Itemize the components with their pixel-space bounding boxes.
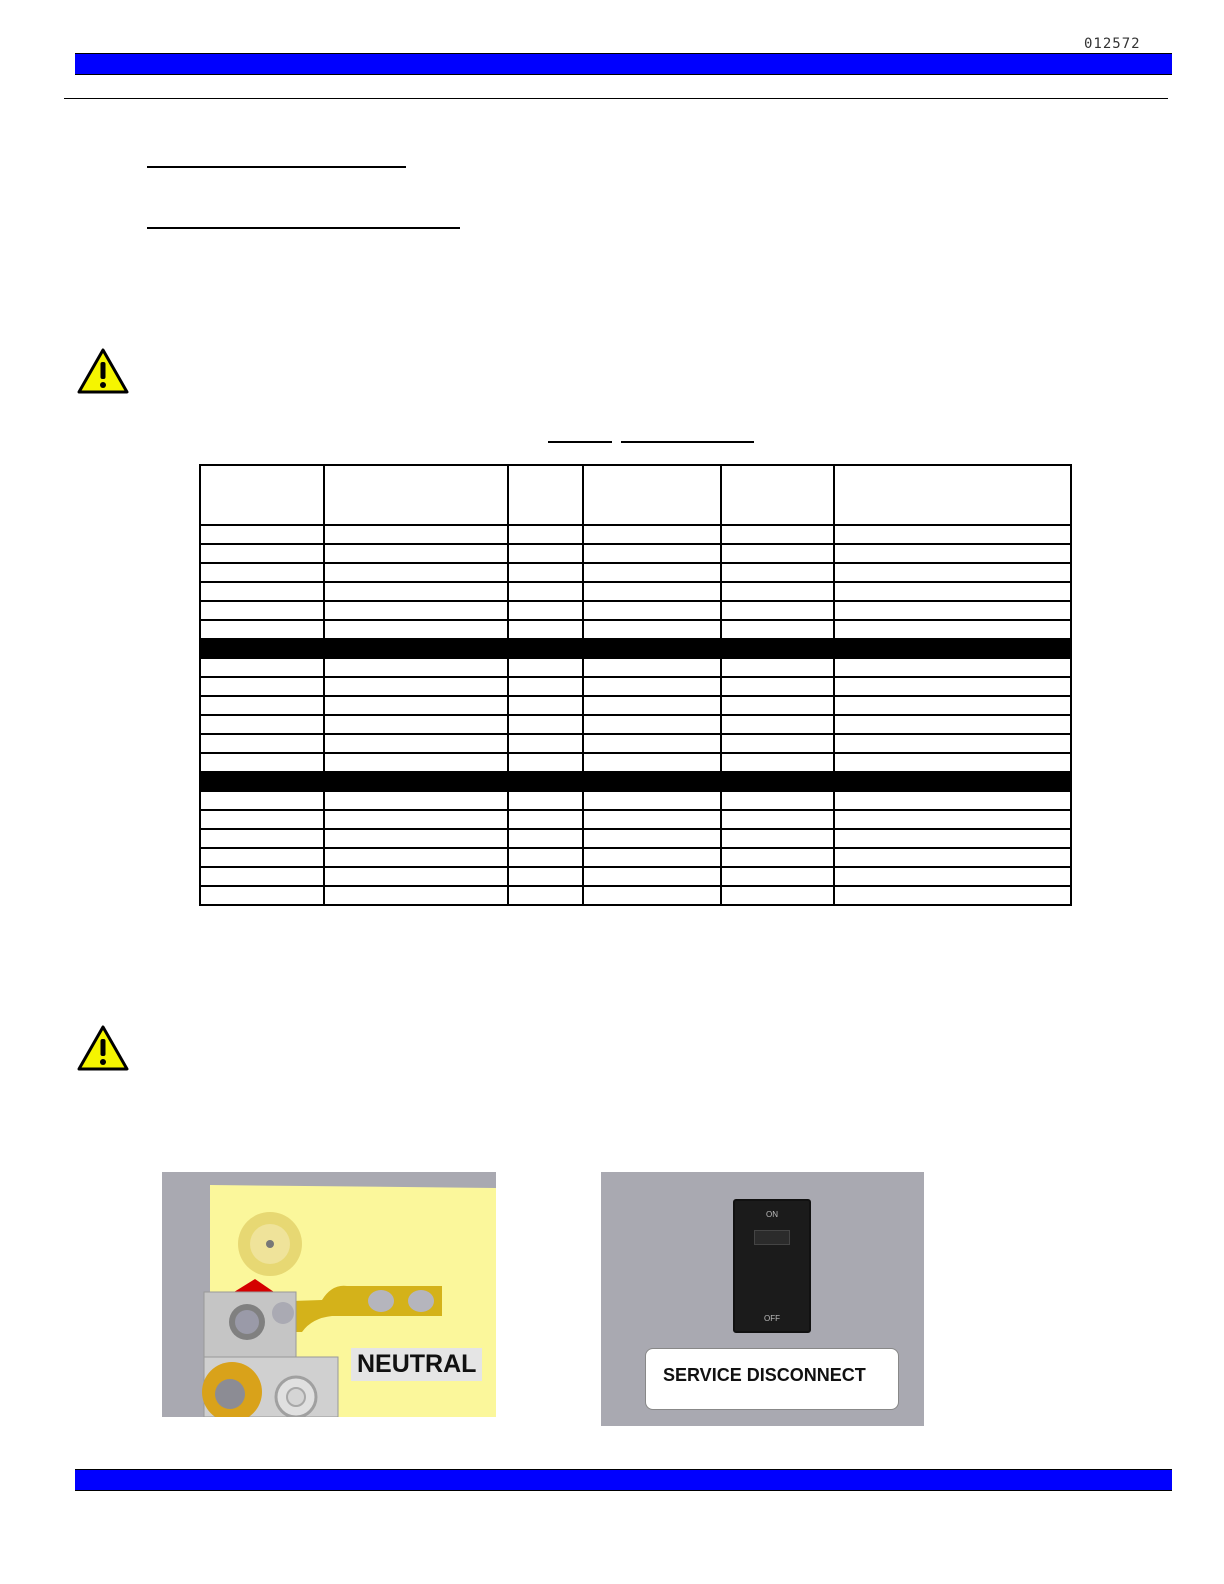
table-row bbox=[200, 715, 1071, 734]
table-row bbox=[200, 563, 1071, 582]
table-cell bbox=[721, 753, 834, 772]
heading-underline-1 bbox=[147, 166, 406, 168]
table-cell bbox=[721, 791, 834, 810]
table-row bbox=[200, 677, 1071, 696]
table-cell bbox=[721, 886, 834, 905]
footer-bar bbox=[75, 1469, 1172, 1491]
table-cell bbox=[324, 734, 508, 753]
table-cell bbox=[508, 848, 583, 867]
table-cell bbox=[721, 525, 834, 544]
table-cell bbox=[721, 848, 834, 867]
table-cell bbox=[508, 544, 583, 563]
table-cell bbox=[200, 620, 324, 639]
table-cell bbox=[200, 829, 324, 848]
table-cell bbox=[324, 886, 508, 905]
table-cell bbox=[721, 677, 834, 696]
table-cell bbox=[834, 734, 1071, 753]
table-cell bbox=[583, 563, 721, 582]
table-row bbox=[200, 848, 1071, 867]
table-row bbox=[200, 525, 1071, 544]
table-cell bbox=[834, 677, 1071, 696]
table-cell bbox=[200, 525, 324, 544]
table-cell bbox=[324, 544, 508, 563]
table-cell bbox=[508, 563, 583, 582]
table-cell bbox=[721, 658, 834, 677]
table-cell bbox=[200, 677, 324, 696]
table-cell bbox=[200, 810, 324, 829]
table-cell bbox=[200, 658, 324, 677]
table-cell bbox=[508, 696, 583, 715]
table-cell bbox=[721, 829, 834, 848]
table-cell bbox=[834, 601, 1071, 620]
table-cell bbox=[583, 639, 721, 658]
table-cell bbox=[508, 658, 583, 677]
table-cell bbox=[324, 658, 508, 677]
table-cell bbox=[721, 563, 834, 582]
disconnect-switch bbox=[733, 1199, 811, 1333]
table-cell bbox=[200, 696, 324, 715]
table-row bbox=[200, 886, 1071, 905]
table-caption-underline-1 bbox=[548, 441, 612, 443]
table-cell bbox=[583, 658, 721, 677]
service-disconnect-photo bbox=[601, 1172, 924, 1426]
table-cell bbox=[583, 829, 721, 848]
neutral-photo bbox=[162, 1172, 496, 1417]
table-header-row bbox=[200, 465, 1071, 525]
table-cell bbox=[834, 772, 1071, 791]
table-cell bbox=[834, 753, 1071, 772]
table-cell bbox=[508, 525, 583, 544]
table-cell bbox=[834, 848, 1071, 867]
table-cell bbox=[834, 696, 1071, 715]
table-cell bbox=[324, 620, 508, 639]
table-cell bbox=[508, 772, 583, 791]
switch-toggle bbox=[754, 1230, 790, 1245]
table-cell bbox=[583, 525, 721, 544]
table-cell bbox=[583, 867, 721, 886]
table-cell bbox=[200, 772, 324, 791]
table-cell bbox=[583, 696, 721, 715]
table-row bbox=[200, 867, 1071, 886]
table-cell bbox=[508, 886, 583, 905]
table-cell bbox=[721, 620, 834, 639]
table-cell bbox=[324, 639, 508, 658]
table-section-band bbox=[200, 772, 1071, 791]
table-cell bbox=[583, 734, 721, 753]
table-cell bbox=[200, 639, 324, 658]
table-cell bbox=[721, 867, 834, 886]
table-cell bbox=[324, 525, 508, 544]
data-table bbox=[199, 464, 1072, 906]
header-rule bbox=[64, 98, 1168, 99]
table-cell bbox=[324, 829, 508, 848]
document-number: 012572 bbox=[1084, 36, 1141, 52]
table-row bbox=[200, 601, 1071, 620]
table-row bbox=[200, 544, 1071, 563]
table-cell bbox=[508, 753, 583, 772]
table-cell bbox=[721, 639, 834, 658]
table-cell bbox=[508, 810, 583, 829]
table-row bbox=[200, 791, 1071, 810]
table-cell bbox=[834, 810, 1071, 829]
table-cell bbox=[583, 620, 721, 639]
table-cell bbox=[583, 544, 721, 563]
table-cell bbox=[200, 791, 324, 810]
switch-off-label: OFF bbox=[764, 1314, 780, 1323]
table-cell bbox=[834, 620, 1071, 639]
table-cell bbox=[583, 601, 721, 620]
table-cell bbox=[583, 810, 721, 829]
table-cell bbox=[834, 582, 1071, 601]
table-cell bbox=[583, 886, 721, 905]
warning-icon bbox=[77, 348, 129, 394]
table-row bbox=[200, 734, 1071, 753]
table-cell bbox=[200, 582, 324, 601]
table-cell bbox=[200, 867, 324, 886]
table-cell bbox=[508, 829, 583, 848]
table-cell bbox=[324, 867, 508, 886]
table-cell bbox=[721, 772, 834, 791]
table-cell bbox=[508, 601, 583, 620]
table-row bbox=[200, 658, 1071, 677]
table-cell bbox=[583, 677, 721, 696]
table-cell bbox=[324, 677, 508, 696]
table-cell bbox=[834, 544, 1071, 563]
neutral-label: NEUTRAL bbox=[351, 1348, 482, 1381]
table-cell bbox=[721, 582, 834, 601]
table-cell bbox=[324, 772, 508, 791]
table-cell bbox=[834, 525, 1071, 544]
table-cell bbox=[508, 867, 583, 886]
table-cell bbox=[324, 810, 508, 829]
table-cell bbox=[200, 848, 324, 867]
table-cell bbox=[834, 563, 1071, 582]
table-row bbox=[200, 810, 1071, 829]
table-cell bbox=[508, 620, 583, 639]
table-cell bbox=[324, 563, 508, 582]
table-cell bbox=[834, 658, 1071, 677]
table-cell bbox=[324, 601, 508, 620]
table-cell bbox=[721, 734, 834, 753]
table-cell bbox=[200, 601, 324, 620]
table-cell bbox=[834, 867, 1071, 886]
table-cell bbox=[508, 639, 583, 658]
table-row bbox=[200, 696, 1071, 715]
table-cell bbox=[834, 791, 1071, 810]
table-cell bbox=[583, 582, 721, 601]
table-cell bbox=[834, 886, 1071, 905]
table-cell bbox=[834, 829, 1071, 848]
table-cell bbox=[200, 715, 324, 734]
table-cell bbox=[324, 582, 508, 601]
table-cell bbox=[508, 791, 583, 810]
table-cell bbox=[324, 696, 508, 715]
table-cell bbox=[721, 810, 834, 829]
table-cell bbox=[200, 563, 324, 582]
switch-on-label: ON bbox=[766, 1210, 778, 1219]
table-caption-underline-2 bbox=[621, 441, 754, 443]
table-cell bbox=[721, 544, 834, 563]
table-cell bbox=[324, 715, 508, 734]
table-cell bbox=[508, 715, 583, 734]
table-row bbox=[200, 829, 1071, 848]
heading-underline-2 bbox=[147, 227, 460, 229]
table-row bbox=[200, 582, 1071, 601]
table-cell bbox=[834, 715, 1071, 734]
table-cell bbox=[583, 848, 721, 867]
service-disconnect-label: SERVICE DISCONNECT bbox=[645, 1348, 899, 1410]
table-section-band bbox=[200, 639, 1071, 658]
table-cell bbox=[834, 639, 1071, 658]
table-cell bbox=[583, 753, 721, 772]
header-bar bbox=[75, 53, 1172, 75]
table-cell bbox=[508, 734, 583, 753]
table-cell bbox=[583, 791, 721, 810]
table-cell bbox=[508, 677, 583, 696]
table-cell bbox=[721, 715, 834, 734]
table-cell bbox=[200, 753, 324, 772]
table-cell bbox=[508, 582, 583, 601]
table-cell bbox=[324, 753, 508, 772]
table-cell bbox=[721, 601, 834, 620]
table-cell bbox=[583, 715, 721, 734]
table-cell bbox=[200, 734, 324, 753]
table-cell bbox=[200, 886, 324, 905]
warning-icon bbox=[77, 1025, 129, 1071]
table-row bbox=[200, 753, 1071, 772]
table-row bbox=[200, 620, 1071, 639]
table-cell bbox=[200, 544, 324, 563]
table-cell bbox=[721, 696, 834, 715]
table-cell bbox=[583, 772, 721, 791]
table-cell bbox=[324, 848, 508, 867]
table-cell bbox=[324, 791, 508, 810]
